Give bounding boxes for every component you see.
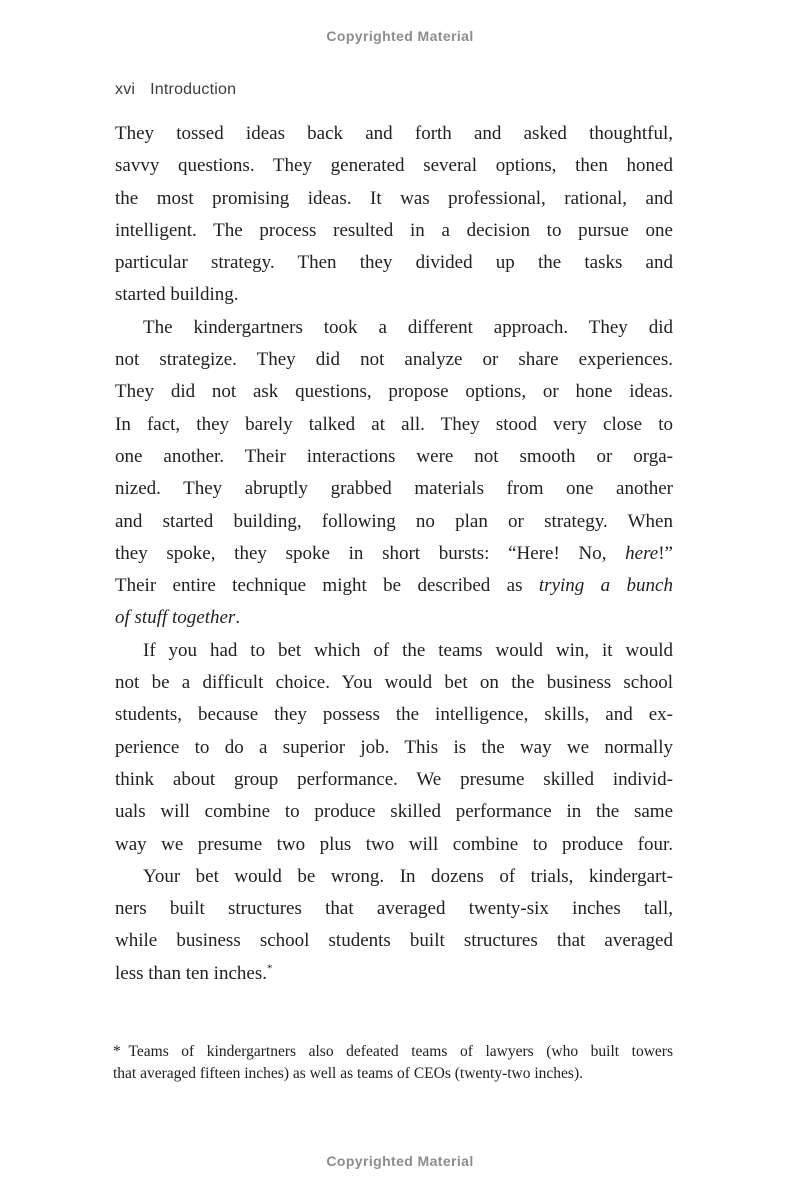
paragraph <box>115 635 673 861</box>
paragraph <box>115 861 673 990</box>
paragraph <box>115 118 673 312</box>
text-line <box>115 183 673 215</box>
text-line <box>115 925 673 957</box>
text-segment: * Teams of kindergartners also defeated teams of lawyers (who built towers <box>113 1043 673 1060</box>
text-segment: not be a difficult choice. You would bet on the business school <box>115 672 673 694</box>
italic-text: here <box>625 542 659 564</box>
text-line <box>115 796 673 828</box>
text-segment: less than ten inches. <box>115 962 267 984</box>
text-line <box>115 279 673 311</box>
italic-text: of stuff together <box>115 607 236 629</box>
text-line <box>115 118 673 150</box>
text-segment: Your bet would be wrong. In dozens of trials, kindergart- <box>143 865 673 887</box>
text-segment: They did not ask questions, propose options, or hone ideas. <box>115 381 673 403</box>
chapter-title: Introduction <box>150 81 237 98</box>
text-line <box>115 570 673 602</box>
text-line <box>115 506 673 538</box>
text-line <box>115 635 673 667</box>
text-segment: They tossed ideas back and forth and asked thoughtful, <box>115 123 673 144</box>
text-line <box>113 1063 673 1085</box>
text-line <box>115 699 673 731</box>
text-line <box>115 150 673 182</box>
text-segment: they spoke, they spoke in short bursts: “Here! No, <box>115 542 626 564</box>
copyright-notice-top: Copyrighted Material <box>326 28 474 44</box>
paragraph <box>115 312 673 635</box>
text-segment: and started building, following no plan or strategy. When <box>115 510 673 532</box>
text-line <box>115 215 673 247</box>
italic-text: trying a bunch <box>538 575 673 597</box>
text-segment: nized. They abruptly grabbed materials from one another <box>115 478 673 500</box>
text-segment: The kindergartners took a different approach. They did <box>143 316 673 338</box>
text-segment: particular strategy. Then they divided up the tasks and <box>115 252 673 274</box>
text-line <box>115 538 673 570</box>
page-number: xvi <box>115 81 136 98</box>
text-segment: not strategize. They did not analyze or share experiences. <box>115 349 673 371</box>
text-segment: started building. <box>115 284 239 306</box>
text-segment: way we presume two plus two will combine to produce four. <box>115 833 673 855</box>
text-segment: uals will combine to produce skilled performance in the same <box>115 801 673 823</box>
text-line <box>115 958 673 990</box>
text-segment: ners built structures that averaged twenty-six inches tall, <box>115 898 673 920</box>
text-segment: Their entire technique might be described as <box>115 575 539 597</box>
text-segment: !” <box>658 542 673 564</box>
text-line <box>115 409 673 441</box>
text-segment: . <box>235 607 241 629</box>
text-segment: the most promising ideas. It was professional, rational, and <box>115 187 673 209</box>
text-segment: while business school students built structures that averaged <box>115 930 673 952</box>
text-segment: students, because they possess the intelligence, skills, and ex- <box>115 704 673 726</box>
text-segment: perience to do a superior job. This is the way we normally <box>115 736 673 758</box>
text-line <box>113 1041 673 1063</box>
text-line <box>115 247 673 279</box>
text-line <box>115 344 673 376</box>
copyright-notice-bottom: Copyrighted Material <box>326 1153 474 1169</box>
text-line <box>115 312 673 344</box>
text-segment: think about group performance. We presume skilled individ- <box>115 768 673 790</box>
running-header <box>115 81 236 99</box>
text-line <box>115 764 673 796</box>
text-segment: that averaged fifteen inches) as well as teams of CEOs (twenty-two inches). <box>113 1064 584 1082</box>
text-line <box>115 667 673 699</box>
text-segment: intelligent. The process resulted in a decision to pursue one <box>115 219 673 241</box>
text-line <box>115 893 673 925</box>
footnote-marker: * <box>266 962 273 975</box>
body-text <box>115 118 673 990</box>
text-line <box>115 376 673 408</box>
text-segment: one another. Their interactions were not smooth or orga- <box>115 445 673 467</box>
text-line <box>115 602 673 634</box>
footnote <box>113 1041 673 1084</box>
text-segment: savvy questions. They generated several options, then honed <box>115 155 673 177</box>
text-segment: In fact, they barely talked at all. They stood very close to <box>115 413 673 435</box>
text-line <box>115 732 673 764</box>
text-line <box>115 473 673 505</box>
text-line <box>115 861 673 893</box>
text-line <box>115 441 673 473</box>
text-line <box>115 829 673 861</box>
text-segment: If you had to bet which of the teams would win, it would <box>143 639 673 661</box>
